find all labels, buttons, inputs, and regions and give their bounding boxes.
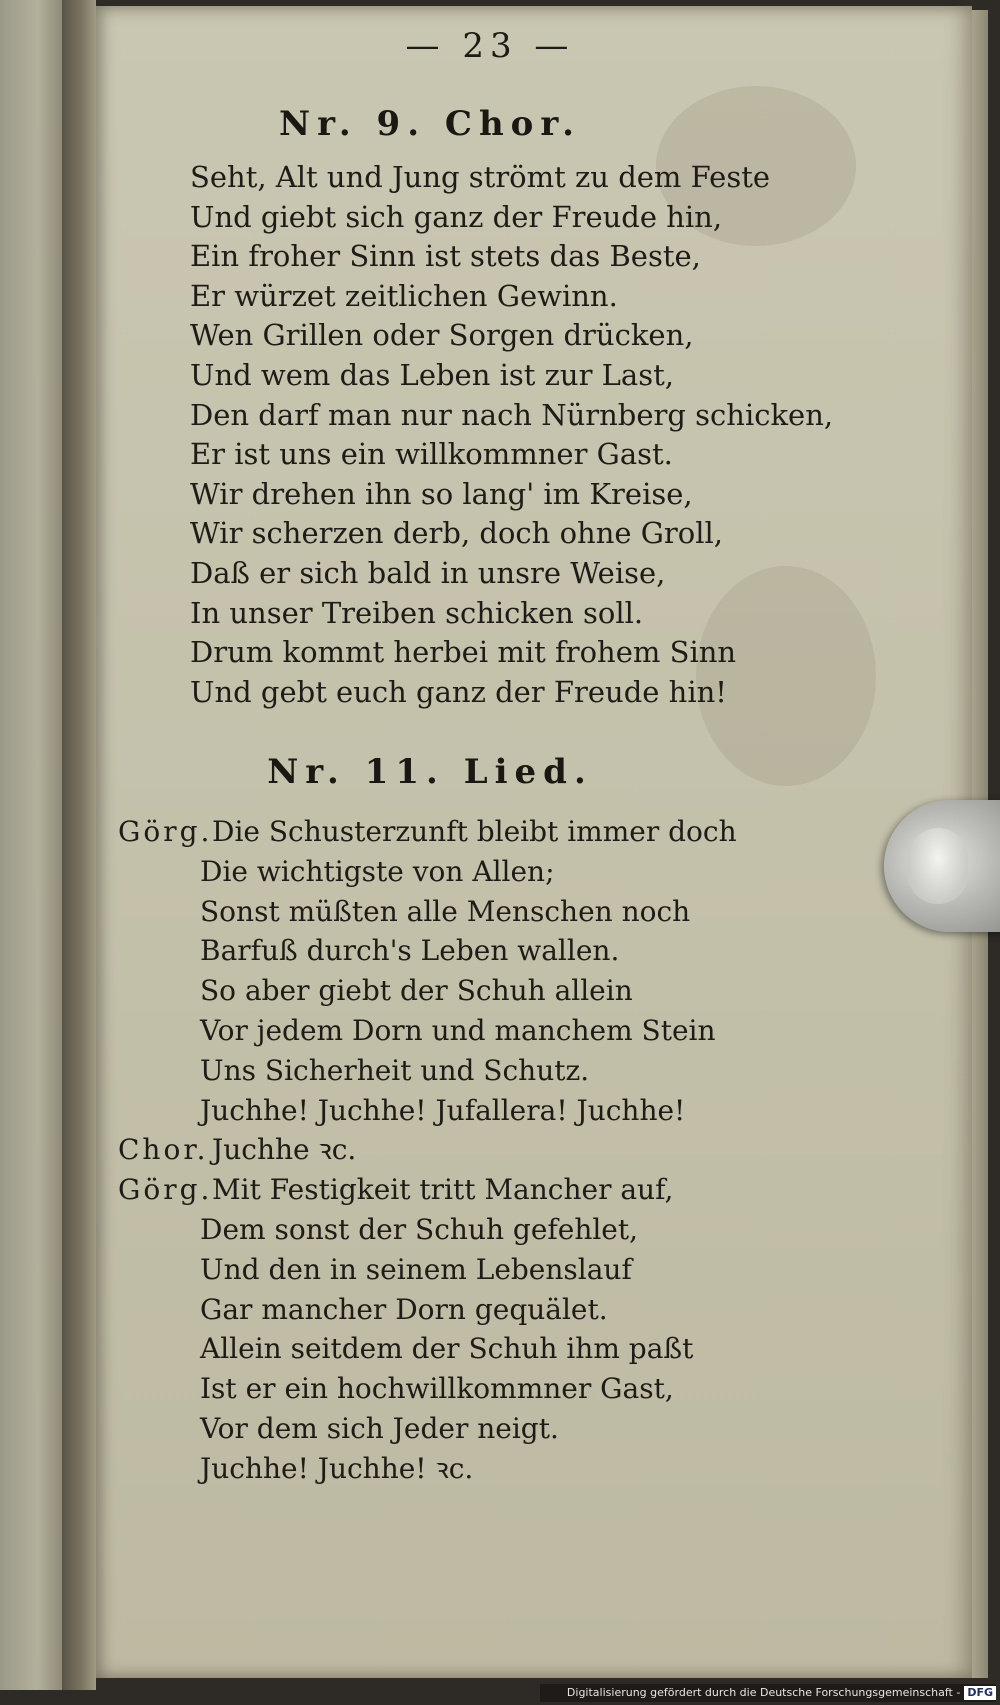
clip-highlight <box>908 828 968 904</box>
verse-line: Und wem das Leben ist zur Last, <box>190 357 674 392</box>
speaker-label: Chor. <box>118 1133 209 1167</box>
song-line <box>118 1449 737 1489</box>
song-line <box>118 1130 737 1170</box>
song-line <box>118 1250 737 1290</box>
song-text: Allein seitdem der Schuh ihm paßt <box>200 1332 694 1366</box>
verse-line: Wen Grillen oder Sorgen drücken, <box>190 318 694 353</box>
verse-line: In unser Treiben schicken soll. <box>190 595 644 630</box>
credit-text: Digitalisierung gefördert durch die Deutsche Forschungsgemeinschaft - <box>566 1686 961 1699</box>
verse-block-chor <box>190 158 833 712</box>
song-line <box>118 1210 737 1250</box>
verse-line: Und gebt euch ganz der Freude hin! <box>190 674 727 709</box>
song-line <box>118 1409 737 1449</box>
song-line <box>118 1170 737 1210</box>
song-line <box>118 812 737 852</box>
verse-line: Wir drehen ihn so lang' im Kreise, <box>190 476 693 511</box>
song-line <box>118 1011 737 1051</box>
song-line <box>118 852 737 892</box>
verse-line: Und giebt sich ganz der Freude hin, <box>190 199 723 234</box>
verse-line: Ein froher Sinn ist stets das Beste, <box>190 239 701 274</box>
section-heading-chor: Nr. 9. Chor. <box>279 104 581 144</box>
song-text: Und den in seinem Lebenslauf <box>200 1252 632 1286</box>
song-text: Dem sonst der Schuh gefehlet, <box>200 1212 639 1246</box>
song-text: Vor jedem Dorn und manchem Stein <box>200 1013 716 1047</box>
song-line <box>118 1369 737 1409</box>
speaker-label: Görg. <box>118 815 213 848</box>
song-text: Die Schusterzunft bleibt immer doch <box>212 815 737 848</box>
page-number: — 23 — <box>405 26 575 66</box>
dfg-logo-badge: DFG <box>964 1686 996 1700</box>
song-text: Mit Festigkeit tritt Mancher auf, <box>212 1173 674 1207</box>
song-line <box>118 1329 737 1369</box>
song-text: Die wichtigste von Allen; <box>200 854 555 888</box>
song-text: Juchhe! Juchhe! ꝛc. <box>200 1451 474 1485</box>
song-text: Juchhe! Juchhe! Jufallera! Juchhe! <box>200 1093 686 1127</box>
verse-line: Wir scherzen derb, doch ohne Groll, <box>190 516 724 551</box>
song-line <box>118 1091 737 1131</box>
song-line <box>118 931 737 971</box>
song-line <box>118 971 737 1011</box>
verse-line: Den darf man nur nach Nürnberg schicken, <box>190 397 834 432</box>
speaker-label: Görg. <box>118 1173 213 1207</box>
song-text: Juchhe ꝛc. <box>212 1133 357 1167</box>
verse-line: Daß er sich bald in unsre Weise, <box>190 555 666 590</box>
song-line <box>118 1290 737 1330</box>
section-heading-lied: Nr. 11. Lied. <box>267 752 593 792</box>
verse-line: Er würzet zeitlichen Gewinn. <box>190 278 618 313</box>
song-text: Barfuß durch's Leben wallen. <box>200 934 620 968</box>
verse-line: Seht, Alt und Jung strömt zu dem Feste <box>190 160 771 194</box>
song-line <box>118 1051 737 1091</box>
song-text: Vor dem sich Jeder neigt. <box>200 1411 559 1445</box>
song-text: Uns Sicherheit und Schutz. <box>200 1053 590 1087</box>
song-text: Sonst müßten alle Menschen noch <box>200 894 691 928</box>
song-text: Gar mancher Dorn gequälet. <box>200 1292 608 1326</box>
facing-page-edge <box>0 0 62 1690</box>
song-line <box>118 892 737 932</box>
verse-line: Er ist uns ein willkommner Gast. <box>190 437 673 472</box>
digitization-credit <box>540 1684 996 1702</box>
song-text: Ist er ein hochwillkommner Gast, <box>200 1372 674 1406</box>
verse-line: Drum kommt herbei mit frohem Sinn <box>190 635 737 670</box>
song-block-lied <box>118 812 737 1489</box>
book-gutter <box>62 0 96 1690</box>
song-text: So aber giebt der Schuh allein <box>200 974 633 1008</box>
